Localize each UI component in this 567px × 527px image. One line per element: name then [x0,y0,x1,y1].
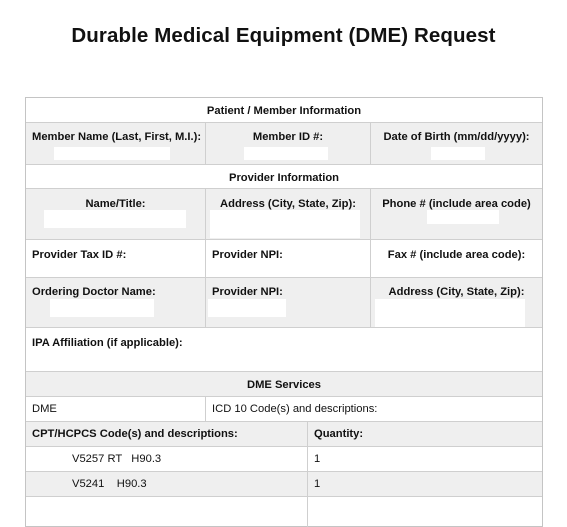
quantity-header-label: Quantity: [314,428,364,440]
dob-cell[interactable] [371,123,542,165]
provider-tax-id-cell[interactable] [26,240,206,278]
provider-name-title-field[interactable] [44,210,186,228]
quantity-header-cell [308,422,542,447]
ordering-address-field[interactable] [375,299,525,327]
service-row-2-code: V5241 H90.3 [72,478,147,490]
member-id-cell[interactable] [206,123,371,165]
ordering-npi-label: Provider NPI: [212,286,283,298]
service-row-2-code-cell[interactable] [26,472,308,497]
service-row-2-quantity: 1 [314,478,321,490]
member-name-cell[interactable] [26,123,206,165]
member-id-label: Member ID #: [252,131,324,143]
icd-label: ICD 10 Code(s) and descriptions: [212,403,378,415]
service-row-3-quantity-cell[interactable] [308,497,542,527]
provider-fax-label: Fax # (include area code): [387,249,526,261]
patient-section-header [26,98,542,123]
service-row-3-code-cell[interactable] [26,497,308,527]
dob-label: Date of Birth (mm/dd/yyyy): [383,131,530,143]
dme-section-title: DME Services [246,379,321,391]
provider-phone-field[interactable] [427,210,499,224]
dob-field[interactable] [431,147,485,160]
provider-section-header [26,165,542,189]
provider-address-field[interactable] [210,210,360,238]
service-row-1-code: V5257 RT H90.3 [72,453,162,465]
member-name-label: Member Name (Last, First, M.I.): [32,131,202,143]
provider-address-label: Address (City, State, Zip): [220,198,356,210]
ordering-doctor-label: Ordering Doctor Name: [32,286,156,298]
dme-section-header [26,372,542,397]
dme-request-form [25,97,543,527]
provider-name-title-label: Name/Title: [85,198,146,210]
provider-name-title-cell[interactable] [26,189,206,240]
provider-phone-cell[interactable] [371,189,542,240]
service-row-1-quantity: 1 [314,453,321,465]
service-row-2-quantity-cell[interactable] [308,472,542,497]
service-row-1-quantity-cell[interactable] [308,447,542,472]
icd-cell[interactable] [206,397,542,422]
cpt-header-cell [26,422,308,447]
cpt-header-label: CPT/HCPCS Code(s) and descriptions: [32,428,238,440]
dme-label: DME [32,403,57,415]
provider-npi-label: Provider NPI: [212,249,283,261]
ipa-affiliation-label: IPA Affiliation (if applicable): [32,337,183,349]
provider-address-cell[interactable] [206,189,371,240]
ordering-npi-cell[interactable] [206,278,371,328]
service-row-1-code-cell[interactable] [26,447,308,472]
ordering-doctor-cell[interactable] [26,278,206,328]
dme-cell[interactable] [26,397,206,422]
ordering-doctor-field[interactable] [50,299,154,317]
patient-section-title: Patient / Member Information [206,105,362,117]
ordering-npi-field[interactable] [208,299,286,317]
provider-section-title: Provider Information [228,172,340,184]
provider-npi-cell[interactable] [206,240,371,278]
form-title: Durable Medical Equipment (DME) Request [71,24,496,47]
ordering-address-cell[interactable] [371,278,542,328]
provider-phone-label: Phone # (include area code) [382,198,531,210]
provider-tax-id-label: Provider Tax ID #: [32,249,127,261]
member-id-field[interactable] [244,147,328,160]
ordering-address-label: Address (City, State, Zip): [388,286,525,298]
provider-fax-cell[interactable] [371,240,542,278]
member-name-field[interactable] [54,147,170,160]
ipa-affiliation-cell[interactable] [26,328,542,372]
